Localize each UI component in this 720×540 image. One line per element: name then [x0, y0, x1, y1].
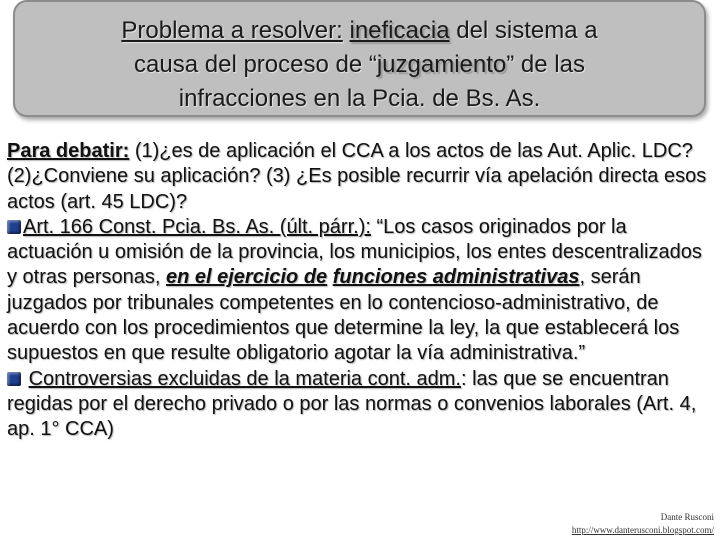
title-line2a: causa del proceso de “	[134, 51, 377, 78]
title-line3: infracciones en la Pcia. de Bs. As.	[178, 85, 541, 112]
title-rest1: del sistema a	[449, 17, 598, 44]
slide-body	[7, 139, 712, 443]
square-bullet-icon	[7, 220, 21, 234]
slide-title	[35, 14, 684, 116]
signature-name: Dante Rusconi	[660, 512, 714, 522]
bullet1-label: Art. 166 Const. Pcia. Bs. As. (últ. párr.):	[23, 215, 371, 238]
debate-label: Para debatir:	[7, 140, 130, 162]
bullet2-paragraph	[7, 367, 712, 443]
bullet1-paragraph	[7, 215, 712, 367]
square-bullet-icon	[7, 372, 21, 386]
bullet1-text-a: “Los casos originados por la actuación u omisión de la provincia, los municipios, los entes descentralizados y otras personas,	[7, 215, 702, 289]
title-box	[13, 0, 706, 117]
bullet1-emph2: funciones administrativas	[332, 266, 580, 289]
title-key: ineficacia	[349, 17, 450, 44]
signature-url[interactable]: http://www.danterusconi.blogspot.com/	[571, 525, 714, 535]
signature	[572, 511, 714, 537]
bullet2-text: : las que se encuentran regidas por el derecho privado o por las normas o convenios laborales (Art. 4, ap. 1° CCA)	[7, 367, 697, 441]
bullet1-emph1: en el ejercicio de	[165, 266, 328, 289]
title-prefix: Problema a resolver:	[121, 17, 343, 44]
debate-paragraph	[7, 139, 712, 215]
debate-text: (1)¿es de aplicación el CCA a los actos de las Aut. Aplic. LDC? (2)¿Conviene su aplicación? (3) ¿Es posible recurrir vía apelación directa esos actos (art. 45 LDC)?	[7, 140, 707, 213]
bullet1-text-b: , serán juzgados por tribunales competentes en lo contencioso-administrativo, de acuerdo con los procedimientos que determine la ley, la que establecerá los supuestos en que resulte obligatorio agotar la vía administrativa.”	[7, 266, 680, 365]
title-line2b: ” de las	[506, 51, 585, 78]
title-key2: juzgamiento	[376, 51, 507, 78]
bullet2-label: Controversias excluidas de la materia cont. adm.	[28, 367, 461, 390]
